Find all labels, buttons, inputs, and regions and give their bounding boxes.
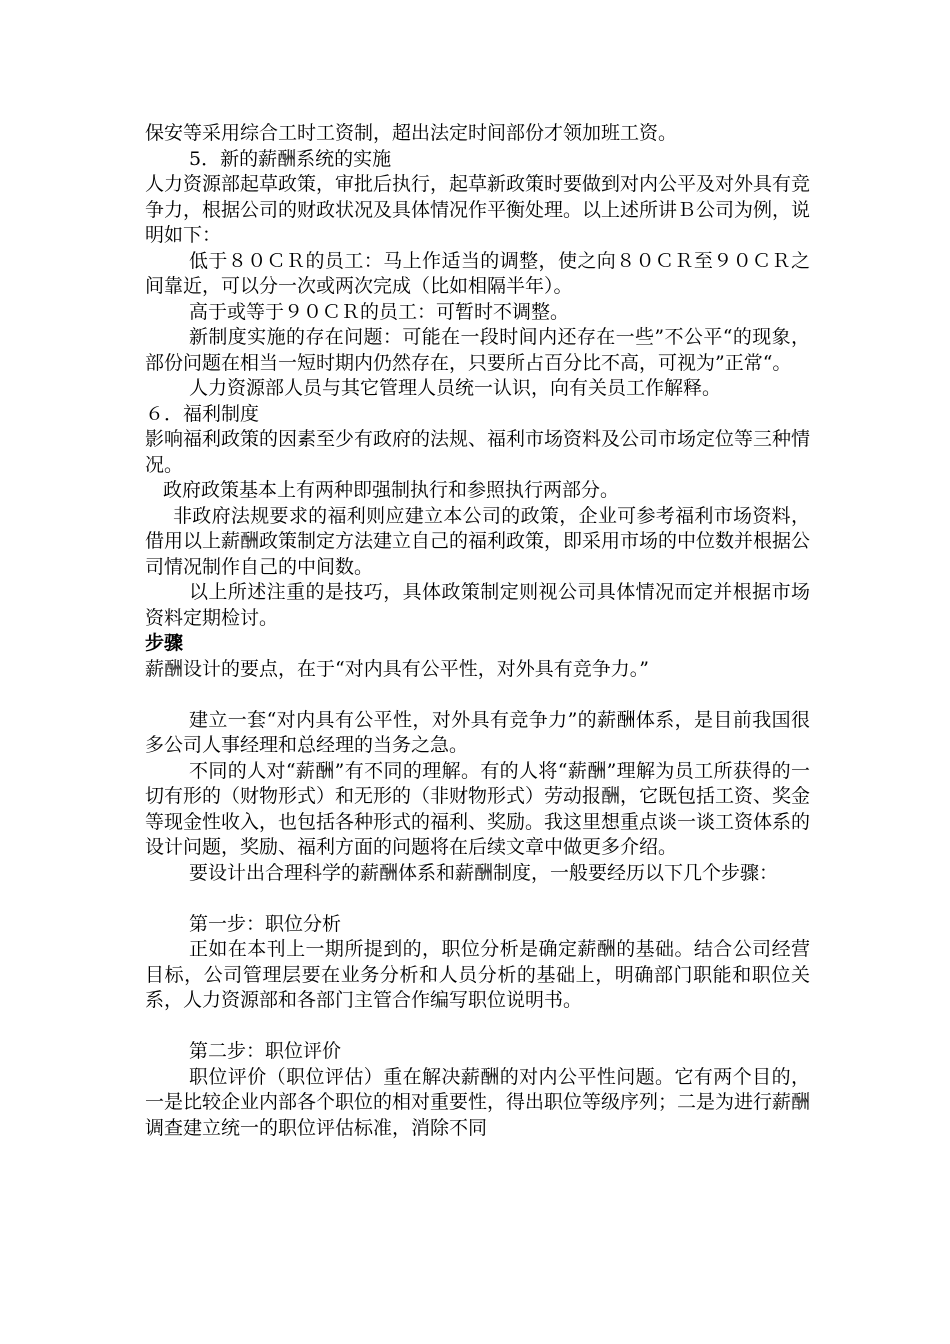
section-heading-welfare: ６．福利制度 [145,402,260,425]
blank-line [145,682,810,708]
paragraph-techniques: 以上所述注重的是技巧，具体政策制定则视公司具体情况而定并根据市场资料定期检讨。 [145,581,810,629]
paragraph-salary-understanding: 不同的人对“薪酬”有不同的理解。有的人将“薪酬”理解为员工所获得的一切有形的（财物形式）和无形的（非财物形式）劳动报酬，它既包括工资、奖金等现金性收入，也包括各种形式的福利、奖励。我这里想重点谈一谈工资体系的设计问题，奖励、福利方面的问题将在后续文章中做更多介绍。 [145,759,811,858]
paragraph-welfare-factors: 影响福利政策的因素至少有政府的法规、福利市场资料及公司市场定位等三种情况。 [145,428,811,476]
paragraph-above-90cr: 高于或等于９０ＣＲ的员工：可暂时不调整。 [189,300,570,323]
paragraph-below-80cr: 低于８０ＣＲ的员工：马上作适当的调整，使之向８０ＣＲ至９０ＣＲ之间靠近，可以分一次或两次完成（比如相隔半年）。 [145,249,810,297]
paragraph-build-system: 建立一套“对内具有公平性，对外具有竞争力”的薪酬体系，是目前我国很多公司人事经理和总经理的当务之急。 [145,708,810,756]
heading-steps: 步骤 [145,632,184,654]
paragraph-hr-explanation: 人力资源部人员与其它管理人员统一认识，向有关员工作解释。 [189,377,722,399]
document-page [145,121,810,1141]
paragraph-non-government-welfare: 非政府法规要求的福利则应建立本公司的政策，企业可参考福利市场资料，借用以上薪酬政策制定方法建立自己的福利政策，即采用市场的中位数并根据公司情况制作自己的中间数。 [145,504,811,578]
blank-line [145,886,810,912]
paragraph-government-policy: 政府政策基本上有两种即强制执行和参照执行两部分。 [163,479,620,501]
paragraph-policy-drafting: 人力资源部起草政策，审批后执行，起草新政策时要做到对内公平及对外具有竞争力，根据公司的财政状况及具体情况作平衡处理。以上述所讲Ｂ公司为例，说明如下： [145,173,811,246]
step-one-heading: 第一步：职位分析 [189,912,342,935]
paragraph-job-evaluation: 职位评价（职位评估）重在解决薪酬的对内公平性问题。它有两个目的，一是比较企业内部各个职位的相对重要性，得出职位等级序列；二是为进行薪酬调查建立统一的职位评估标准，消除不同 [145,1065,811,1139]
paragraph-comprehensive-hours: 保安等采用综合工时工资制，超出法定时间部份才领加班工资。 [145,122,678,144]
paragraph-design-steps: 要设计出合理科学的薪酬体系和薪酬制度，一般要经历以下几个步骤： [189,861,779,884]
paragraph-existing-issues: 新制度实施的存在问题：可能在一段时间内还存在一些”不公平“的现象，部份问题在相当一短时期内仍然存在，只要所占百分比不高，可视为”正常“。 [145,326,810,374]
section-heading-implementation: 5．新的薪酬系统的实施 [189,147,392,170]
paragraph-job-analysis: 正如在本刊上一期所提到的，职位分析是确定薪酬的基础。结合公司经营目标，公司管理层要在业务分析和人员分析的基础上，明确部门职能和职位关系，人力资源部和各部门主管合作编写职位说明书。 [145,938,810,1011]
step-two-heading: 第二步：职位评价 [189,1040,342,1062]
paragraph-salary-design-key: 薪酬设计的要点，在于“对内具有公平性，对外具有竞争力。” [145,657,649,680]
blank-line [145,1014,810,1040]
